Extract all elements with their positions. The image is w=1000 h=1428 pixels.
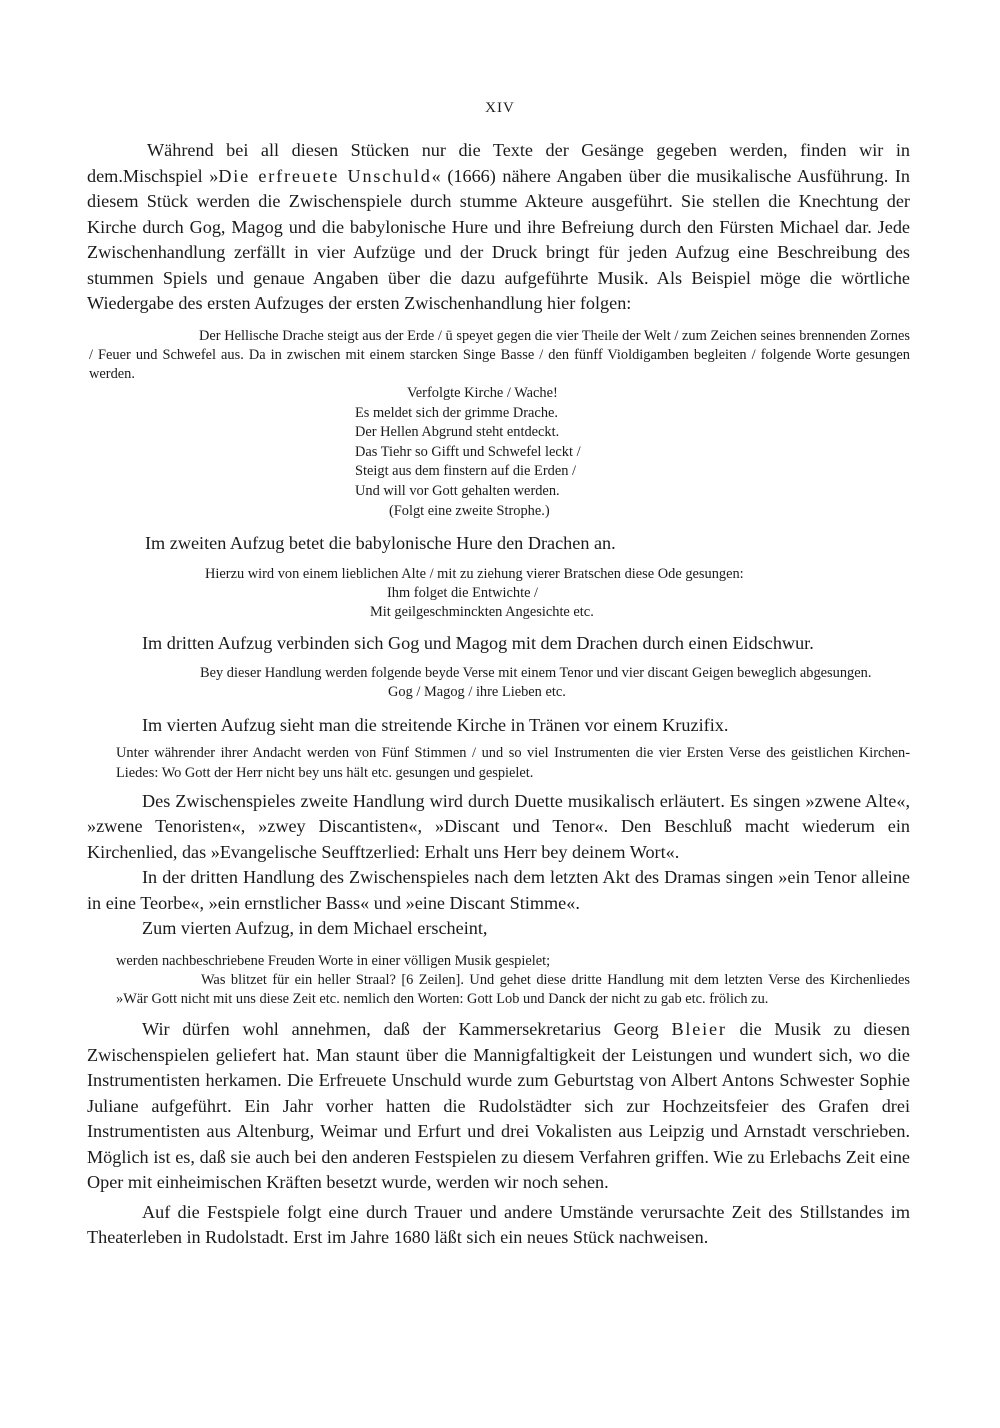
verse-line: Steigt aus dem finstern auf die Erden / <box>355 463 576 480</box>
page-content <box>87 138 910 1251</box>
verse-line: Das Tiehr so Gifft und Schwefel leckt / <box>355 443 581 460</box>
paragraph-third-act: Im dritten Aufzug verbinden sich Gog und Magog mit dem Drachen durch einen Eidschwur. <box>142 632 814 653</box>
paragraph-intro-text-b: « (1666) nähere Angaben über die musikalische Ausführung. In diesem Stück werden die Zwischenspiele durch stumme Akteure ausgeführt. Sie stellen die Knechtung der Kirche durch Gog, Magog und die babylonische Hure und ihre Befreiung durch den Fürsten Michael dar. Jede Zwischenhandlung zerfällt in vier Aufzüge und der Druck bringt für jeden Aufzug eine Beschreibung des stummen Spiels und genaue Angaben über die dazu aufgeführte Musik. Als Beispiel möge die wörtliche Wiedergabe des ersten Aufzuges der ersten Zwischenhandlung hier folgen: <box>87 165 910 313</box>
verse-dragon <box>87 384 910 521</box>
paragraph-bleier-text-a: Wir dürfen wohl annehmen, daß der Kammersekretarius Georg <box>142 1019 672 1040</box>
verse-line: Und will vor Gott gehalten werden. <box>355 483 560 500</box>
quote-fourth-aufzug-a: werden nachbeschriebene Freuden Worte in einer völligen Musik gespielet; <box>116 952 551 969</box>
paragraph-third-handlung: In der dritten Handlung des Zwischenspieles nach dem letzten Akt des Dramas singen »ein Tenor alleine in eine Teorbe«, »ein ernstlicher Bass« und »eine Discant Stimme«. <box>87 867 910 913</box>
paragraph-intro-text-a: Während bei all diesen Stücken nur die Texte der Gesänge gegeben werden, finden wir in dem.Mischspiel » <box>87 140 910 186</box>
verse-note: (Folgt eine zweite Strophe.) <box>389 502 550 519</box>
quote-first-act: Der Hellische Drache steigt aus der Erde / ū speyet gegen die vier Theile der Welt / zum Zeichen seines brennenden Zornes / Feuer und Schwefel aus. Da in zwischen mit einem starcken Singe Basse / den fünff Violdigamben begleiten / folgende Worte gesungen werden. <box>89 327 910 382</box>
paragraph-fourth-act: Im vierten Aufzug sieht man die streitende Kirche in Tränen vor einem Kruzifix. <box>142 714 729 735</box>
paragraph-bleier-text-b: die Musik zu diesen Zwischenspielen geliefert hat. Man staunt über die Mannigfaltigkeit der Leistungen und wundert sich, wo die Instrumentisten herkamen. Die Erfreuete Unschuld wurde zum Geburtstag von Albert Antons Schwester Sophie Juliane aufgeführt. Ein Jahr vorher hatten die Rudolstädter sich zur Hochzeitsfeier des Grafen drei Instrumentisten aus Altenburg, Weimar und Erfurt und drei Vokalisten aus Leipzig und Arnstadt verschrieben. Möglich ist es, daß sie auch bei den anderen Festspielen zu diesem Verfahren griffen. Wie zu Erlebachs Zeit eine Oper mit einheimischen Kräften besetzt wurde, werden wir noch sehen. <box>87 1019 910 1193</box>
verse-ode <box>87 584 910 623</box>
composer-name: Bleier <box>671 1019 727 1040</box>
paragraph-second-act: Im zweiten Aufzug betet die babylonische Hure den Drachen an. <box>145 533 616 554</box>
paragraph-second-handlung: Des Zwischenspieles zweite Handlung wird durch Duette musikalisch erläutert. Es singen »zwene Alte«, »zwene Tenoristen«, »zwey Discantisten«, »Discant und Tenor«. Den Beschluß macht wiederum ein Kirchenlied, das »Evangelische Seufftzerlied: Erhalt uns Herr bey deinem Wort«. <box>87 790 910 862</box>
quote-fourth-aufzug-b: Was blitzet für ein heller Straal? [6 Zeilen]. Und gehet diese dritte Handlung mit dem letzten Verse des Kirchenliedes »Wär Gott nicht mit uns diese Zeit etc. nemlich den Worten: Gott Lob und Danck der nicht zu gab etc. frölich zu. <box>116 972 910 1008</box>
verse-line: Ihm folget die Entwichte / <box>387 584 539 601</box>
verse-gog-magog: Gog / Magog / ihre Lieben etc. <box>388 684 566 701</box>
page-number: XIV <box>485 100 515 116</box>
paragraph-fourth-aufzug: Zum vierten Aufzug, in dem Michael erscheint, <box>142 918 488 939</box>
quote-second-act: Hierzu wird von einem lieblichen Alte / mit zu ziehung vierer Bratschen diese Ode gesungen: <box>205 565 744 582</box>
verse-line: Der Hellen Abgrund steht entdeckt. <box>355 424 560 441</box>
play-title: Die erfreuete Unschuld <box>218 165 432 186</box>
paragraph-bleier <box>87 1017 910 1196</box>
verse-line: Es meldet sich der grimme Drache. <box>355 404 558 421</box>
verse-line: Mit geilgeschminckten Angesichte etc. <box>370 604 594 621</box>
paragraph-festspiele: Auf die Festspiele folgt eine durch Trauer und andere Umstände verursachte Zeit des Stillstandes im Theaterleben in Rudolstadt. Erst im Jahre 1680 läßt sich ein neues Stück nachweisen. <box>87 1201 910 1248</box>
quote-third-act: Bey dieser Handlung werden folgende beyde Verse mit einem Tenor und vier discant Geigen beweglich abgesungen. <box>200 665 872 682</box>
paragraph-intro <box>87 138 910 317</box>
quote-fourth-act: Unter währender ihrer Andacht werden von Fünf Stimmen / und so viel Instrumenten die vier Ersten Verse des geistlichen Kirchen-Liedes: Wo Gott der Herr nicht bey uns hält etc. gesungen und gespielet. <box>116 745 910 781</box>
verse-line: Verfolgte Kirche / Wache! <box>407 385 558 402</box>
